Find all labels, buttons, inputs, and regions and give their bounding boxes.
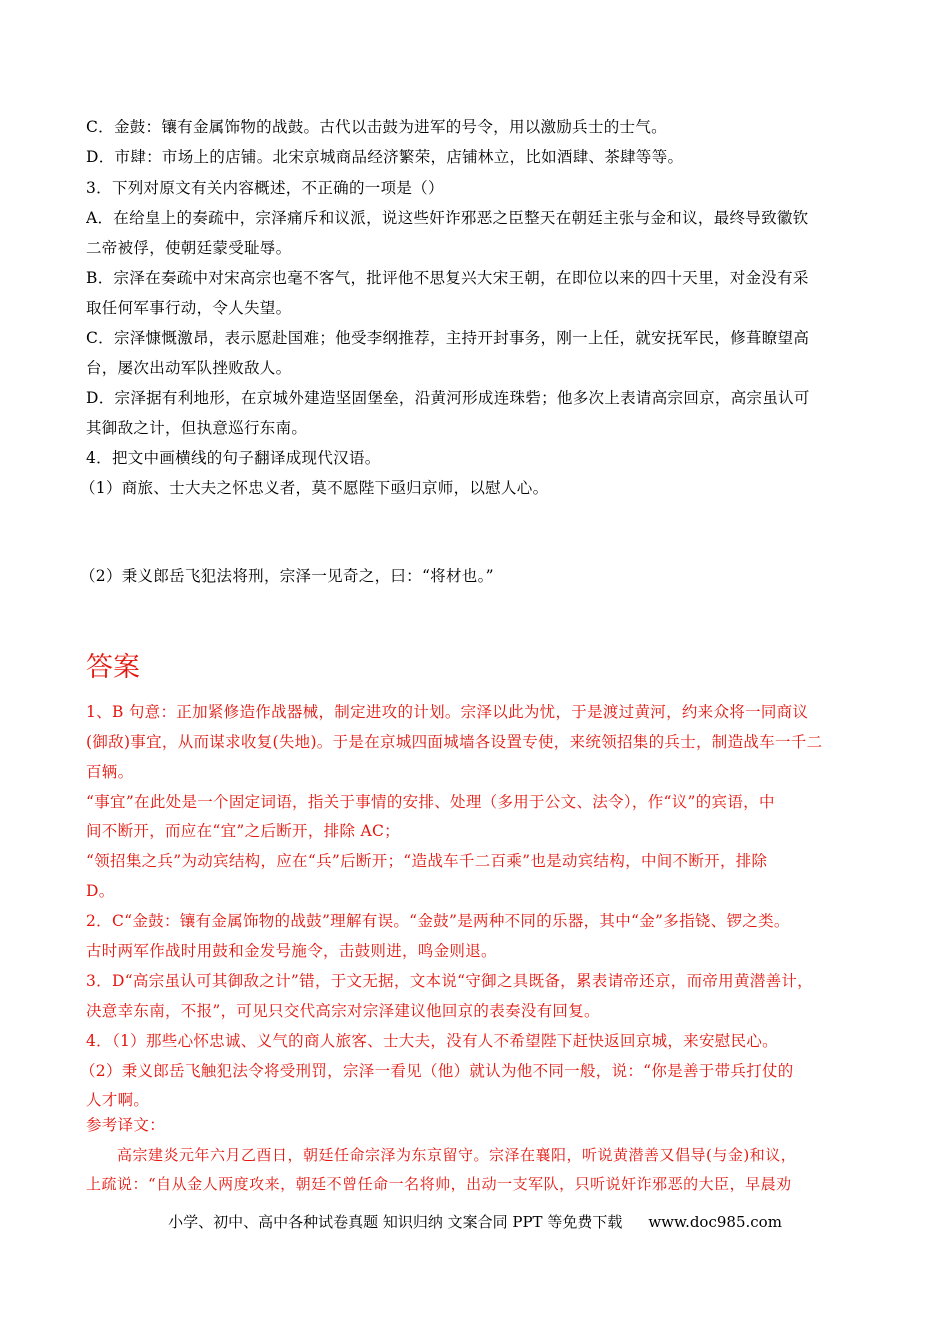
answer-heading: 答案 — [86, 652, 140, 683]
option-c-line: C．金鼓：镶有金属饰物的战鼓。古代以击鼓为进军的号令，用以激励兵士的士气。 — [86, 118, 667, 136]
q3-option-a-line-2: 二帝被俘，使朝廷蒙受耻辱。 — [86, 239, 292, 257]
q3-option-a-line-1: A．在给皇上的奏疏中，宗泽痛斥和议派，说这些奸诈邪恶之臣整天在朝廷主张与金和议，最终导致徽钦 — [86, 209, 809, 227]
answer-line: 3．D“高宗虽认可其御敌之计”错，于文无据，文本说“守御之具既备，累表请帝还京，而帝用黄潜善计， — [86, 972, 813, 990]
answer-line: 1、B 句意：正加紧修造作战器械，制定进攻的计划。宗泽以此为忧，于是渡过黄河，约来众将一同商议 — [86, 703, 809, 721]
answer-line: 百辆。 — [86, 763, 134, 781]
footer-site-link[interactable]: www.doc985.com — [648, 1213, 782, 1231]
page-footer — [0, 1212, 950, 1232]
q3-option-c-line-2: 台，屡次出动军队挫败敌人。 — [86, 359, 292, 377]
answer-line: “领招集之兵”为动宾结构，应在“兵”后断开；“造战车千二百乘”也是动宾结构，中间不断开，排除 — [86, 852, 768, 870]
option-d-line: D．市肆：市场上的店铺。北宋京城商品经济繁荣，店铺林立，比如酒肆、茶肆等等。 — [86, 148, 684, 166]
answer-line: D。 — [86, 882, 115, 900]
q4-sentence-1: （1）商旅、士大夫之怀忠义者，莫不愿陛下亟归京师，以慰人心。 — [80, 479, 549, 497]
translation-label: 参考译文： — [86, 1116, 166, 1134]
q4-sentence-2: （2）秉义郎岳飞犯法将刑，宗泽一见奇之，曰：“将材也。” — [80, 567, 494, 585]
q3-option-c-line-1: C．宗泽慷慨激昂，表示愿赴国难；他受李纲推荐，主持开封事务，刚一上任，就安抚军民，修葺瞭望高 — [86, 329, 810, 347]
translation-line: 上疏说：“自从金人两度攻来，朝廷不曾任命一名将帅，出动一支军队，只听说奸诈邪恶的大臣，早晨劝 — [86, 1175, 792, 1193]
question-3-stem: 3．下列对原文有关内容概述，不正确的一项是（） — [86, 179, 444, 197]
answer-line: 古时两军作战时用鼓和金发号施令，击鼓则进，鸣金则退。 — [86, 942, 497, 960]
answer-line: (御敌)事宜，从而谋求收复(失地)。于是在京城四面城墙各设置专使，来统领招集的兵士，制造战车一千二 — [86, 733, 823, 751]
translation-line: 高宗建炎元年六月乙酉日，朝廷任命宗泽为东京留守。宗泽在襄阳，听说黄潜善又倡导(与金)和议， — [86, 1146, 797, 1164]
q3-option-d-line-2: 其御敌之计，但执意巡行东南。 — [86, 419, 308, 437]
q3-option-b-line-1: B．宗泽在奏疏中对宋高宗也毫不客气，批评他不思复兴大宋王朝，在即位以来的四十天里，对金没有采 — [86, 269, 809, 287]
answer-line: “事宜”在此处是一个固定词语，指关于事情的安排、处理（多用于公文、法令），作“议”的宾语，中 — [86, 793, 775, 811]
answer-line: 4．（1）那些心怀忠诚、义气的商人旅客、士大夫，没有人不希望陛下赶快返回京城，来安慰民心。 — [86, 1032, 778, 1050]
answer-line: 间不断开，而应在“宜”之后断开，排除 AC； — [86, 822, 400, 840]
answer-line: 决意幸东南，不报”，可见只交代高宗对宗泽建议他回京的表奏没有回复。 — [86, 1002, 600, 1020]
answer-line: 人才啊。 — [86, 1091, 150, 1109]
q3-option-b-line-2: 取任何军事行动，令人失望。 — [86, 299, 292, 317]
q3-option-d-line-1: D．宗泽据有利地形，在京城外建造坚固堡垒，沿黄河形成连珠砦；他多次上表请高宗回京，高宗虽认可 — [86, 389, 810, 407]
footer-text: 小学、初中、高中各种试卷真题 知识归纳 文案合同 PPT 等免费下载 — [168, 1213, 623, 1231]
answer-line: 2．C“金鼓：镶有金属饰物的战鼓”理解有误。“金鼓”是两种不同的乐器，其中“金”多指铙、锣之类。 — [86, 912, 790, 930]
answer-line: （2）秉义郎岳飞触犯法令将受刑罚，宗泽一看见（他）就认为他不同一般，说：“你是善于带兵打仗的 — [80, 1062, 794, 1080]
question-4-stem: 4．把文中画横线的句子翻译成现代汉语。 — [86, 449, 381, 467]
